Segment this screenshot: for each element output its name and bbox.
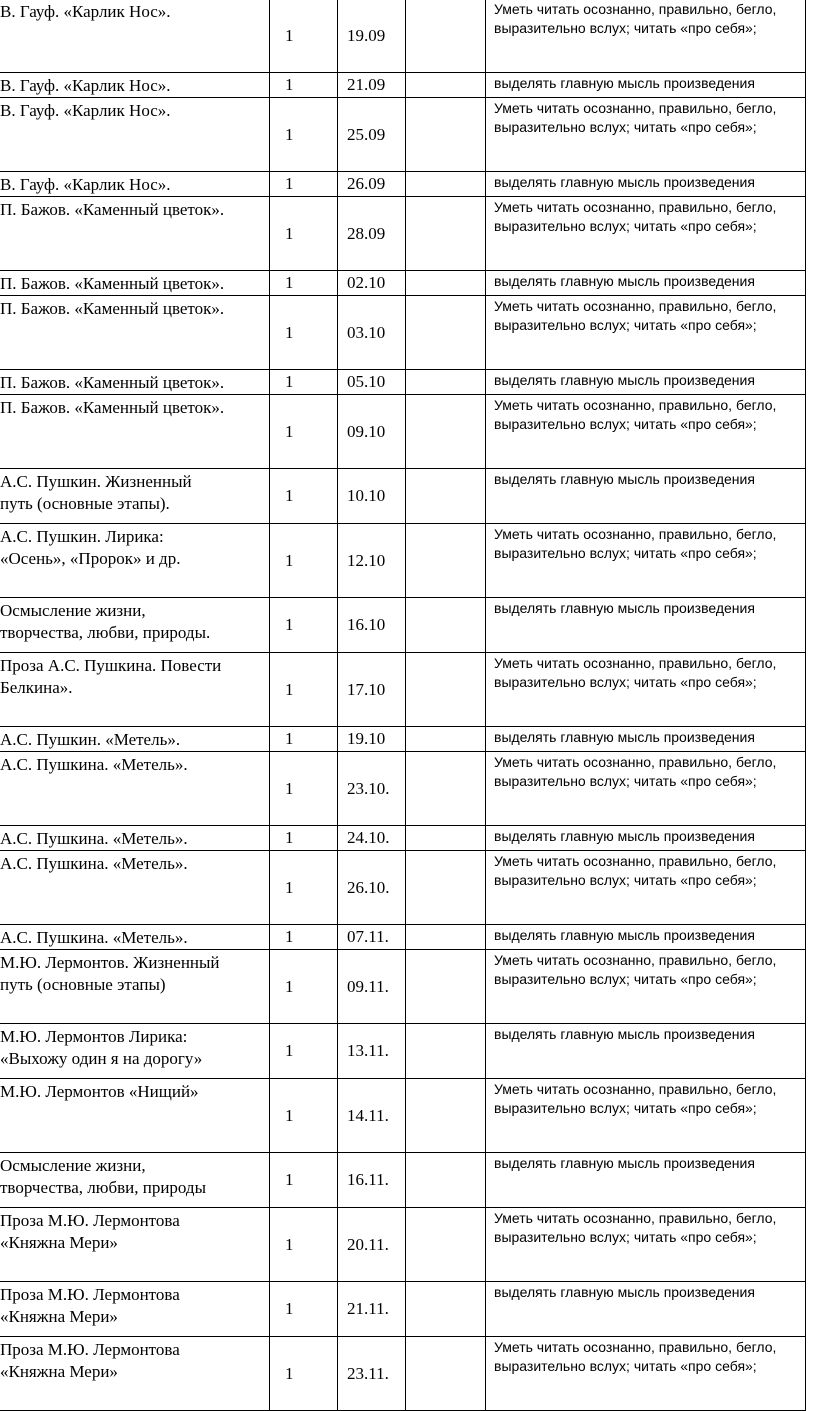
hours-cell: 1: [270, 1079, 338, 1153]
notes-cell: [406, 1282, 486, 1337]
notes-cell: [406, 469, 486, 524]
skill-cell: выделять главную мысль произведения: [486, 172, 806, 197]
table-row: [0, 851, 806, 925]
table-row: [0, 370, 806, 395]
table-row: [0, 524, 806, 598]
skill-cell: выделять главную мысль произведения: [486, 271, 806, 296]
date-cell: 10.10: [338, 469, 406, 524]
notes-cell: [406, 0, 486, 73]
date-cell: 23.10.: [338, 752, 406, 826]
notes-cell: [406, 296, 486, 370]
hours-cell: 1: [270, 172, 338, 197]
table-row: [0, 395, 806, 469]
notes-cell: [406, 1079, 486, 1153]
date-cell: 21.11.: [338, 1282, 406, 1337]
date-cell: 20.11.: [338, 1208, 406, 1282]
hours-cell: 1: [270, 752, 338, 826]
notes-cell: [406, 370, 486, 395]
topic-cell: А.С. Пушкина. «Метель».: [0, 925, 270, 950]
table-row: [0, 0, 806, 73]
topic-cell: М.Ю. Лермонтов «Нищий»: [0, 1079, 270, 1153]
notes-cell: [406, 653, 486, 727]
hours-cell: 1: [270, 1024, 338, 1079]
notes-cell: [406, 752, 486, 826]
topic-cell: А.С. Пушкина. «Метель».: [0, 752, 270, 826]
date-cell: 24.10.: [338, 826, 406, 851]
hours-cell: 1: [270, 1208, 338, 1282]
notes-cell: [406, 925, 486, 950]
hours-cell: 1: [270, 925, 338, 950]
skill-cell: Уметь читать осознанно, правильно, бегло, выразительно вслух; читать «про себя»;: [486, 752, 806, 826]
hours-cell: 1: [270, 1337, 338, 1411]
skill-cell: Уметь читать осознанно, правильно, бегло, выразительно вслух; читать «про себя»;: [486, 524, 806, 598]
notes-cell: [406, 98, 486, 172]
skill-cell: выделять главную мысль произведения: [486, 1024, 806, 1079]
notes-cell: [406, 271, 486, 296]
hours-cell: 1: [270, 296, 338, 370]
date-cell: 16.11.: [338, 1153, 406, 1208]
notes-cell: [406, 197, 486, 271]
topic-cell: М.Ю. Лермонтов. Жизненный путь (основные этапы): [0, 950, 270, 1024]
hours-cell: 1: [270, 851, 338, 925]
table-row: [0, 1282, 806, 1337]
date-cell: 21.09: [338, 73, 406, 98]
hours-cell: 1: [270, 98, 338, 172]
skill-cell: Уметь читать осознанно, правильно, бегло, выразительно вслух; читать «про себя»;: [486, 653, 806, 727]
date-cell: 12.10: [338, 524, 406, 598]
skill-cell: выделять главную мысль произведения: [486, 1153, 806, 1208]
skill-cell: выделять главную мысль произведения: [486, 925, 806, 950]
hours-cell: 1: [270, 395, 338, 469]
topic-cell: Осмысление жизни, творчества, любви, природы.: [0, 598, 270, 653]
topic-cell: А.С. Пушкин. Лирика: «Осень», «Пророк» и др.: [0, 524, 270, 598]
date-cell: 23.11.: [338, 1337, 406, 1411]
skill-cell: Уметь читать осознанно, правильно, бегло, выразительно вслух; читать «про себя»;: [486, 1079, 806, 1153]
notes-cell: [406, 950, 486, 1024]
skill-cell: Уметь читать осознанно, правильно, бегло, выразительно вслух; читать «про себя»;: [486, 296, 806, 370]
table-row: [0, 98, 806, 172]
table-row: [0, 197, 806, 271]
notes-cell: [406, 826, 486, 851]
topic-cell: А.С. Пушкин. Жизненный путь (основные этапы).: [0, 469, 270, 524]
date-cell: 09.11.: [338, 950, 406, 1024]
table-row: [0, 1337, 806, 1411]
table-row: [0, 1024, 806, 1079]
date-cell: 09.10: [338, 395, 406, 469]
table-row: [0, 1208, 806, 1282]
skill-cell: выделять главную мысль произведения: [486, 73, 806, 98]
date-cell: 03.10: [338, 296, 406, 370]
skill-cell: Уметь читать осознанно, правильно, бегло, выразительно вслух; читать «про себя»;: [486, 1337, 806, 1411]
hours-cell: 1: [270, 950, 338, 1024]
skill-cell: Уметь читать осознанно, правильно, бегло, выразительно вслух; читать «про себя»;: [486, 98, 806, 172]
topic-cell: П. Бажов. «Каменный цветок».: [0, 197, 270, 271]
table-row: [0, 469, 806, 524]
date-cell: 26.10.: [338, 851, 406, 925]
skill-cell: выделять главную мысль произведения: [486, 727, 806, 752]
notes-cell: [406, 73, 486, 98]
date-cell: 05.10: [338, 370, 406, 395]
date-cell: 07.11.: [338, 925, 406, 950]
hours-cell: 1: [270, 73, 338, 98]
topic-cell: В. Гауф. «Карлик Нос».: [0, 73, 270, 98]
table-row: [0, 172, 806, 197]
notes-cell: [406, 851, 486, 925]
table-row: [0, 598, 806, 653]
hours-cell: 1: [270, 826, 338, 851]
date-cell: 13.11.: [338, 1024, 406, 1079]
table-row: [0, 296, 806, 370]
hours-cell: 1: [270, 469, 338, 524]
table-row: [0, 826, 806, 851]
topic-cell: П. Бажов. «Каменный цветок».: [0, 296, 270, 370]
notes-cell: [406, 598, 486, 653]
date-cell: 02.10: [338, 271, 406, 296]
topic-cell: П. Бажов. «Каменный цветок».: [0, 395, 270, 469]
skill-cell: выделять главную мысль произведения: [486, 1282, 806, 1337]
hours-cell: 1: [270, 524, 338, 598]
topic-cell: А.С. Пушкина. «Метель».: [0, 826, 270, 851]
skill-cell: выделять главную мысль произведения: [486, 826, 806, 851]
notes-cell: [406, 1337, 486, 1411]
topic-cell: П. Бажов. «Каменный цветок».: [0, 370, 270, 395]
hours-cell: 1: [270, 370, 338, 395]
skill-cell: выделять главную мысль произведения: [486, 370, 806, 395]
hours-cell: 1: [270, 727, 338, 752]
skill-cell: Уметь читать осознанно, правильно, бегло, выразительно вслух; читать «про себя»;: [486, 851, 806, 925]
hours-cell: 1: [270, 0, 338, 73]
notes-cell: [406, 395, 486, 469]
table-row: [0, 727, 806, 752]
skill-cell: выделять главную мысль произведения: [486, 598, 806, 653]
hours-cell: 1: [270, 653, 338, 727]
topic-cell: В. Гауф. «Карлик Нос».: [0, 0, 270, 73]
table-row: [0, 752, 806, 826]
notes-cell: [406, 1208, 486, 1282]
table-row: [0, 950, 806, 1024]
table-row: [0, 271, 806, 296]
notes-cell: [406, 524, 486, 598]
skill-cell: Уметь читать осознанно, правильно, бегло, выразительно вслух; читать «про себя»;: [486, 1208, 806, 1282]
hours-cell: 1: [270, 1282, 338, 1337]
date-cell: 28.09: [338, 197, 406, 271]
topic-cell: Проза М.Ю. Лермонтова «Княжна Мери»: [0, 1208, 270, 1282]
topic-cell: Осмысление жизни, творчества, любви, природы: [0, 1153, 270, 1208]
date-cell: 19.10: [338, 727, 406, 752]
notes-cell: [406, 727, 486, 752]
topic-cell: Проза М.Ю. Лермонтова «Княжна Мери»: [0, 1337, 270, 1411]
date-cell: 19.09: [338, 0, 406, 73]
notes-cell: [406, 1024, 486, 1079]
date-cell: 26.09: [338, 172, 406, 197]
table-row: [0, 653, 806, 727]
notes-cell: [406, 1153, 486, 1208]
skill-cell: Уметь читать осознанно, правильно, бегло, выразительно вслух; читать «про себя»;: [486, 950, 806, 1024]
notes-cell: [406, 172, 486, 197]
topic-cell: Проза М.Ю. Лермонтова «Княжна Мери»: [0, 1282, 270, 1337]
topic-cell: Проза А.С. Пушкина. Повести Белкина».: [0, 653, 270, 727]
topic-cell: П. Бажов. «Каменный цветок».: [0, 271, 270, 296]
hours-cell: 1: [270, 1153, 338, 1208]
topic-cell: А.С. Пушкин. «Метель».: [0, 727, 270, 752]
date-cell: 16.10: [338, 598, 406, 653]
topic-cell: В. Гауф. «Карлик Нос».: [0, 172, 270, 197]
table-row: [0, 925, 806, 950]
date-cell: 14.11.: [338, 1079, 406, 1153]
table-row: [0, 73, 806, 98]
table-row: [0, 1079, 806, 1153]
date-cell: 17.10: [338, 653, 406, 727]
hours-cell: 1: [270, 598, 338, 653]
topic-cell: В. Гауф. «Карлик Нос».: [0, 98, 270, 172]
hours-cell: 1: [270, 197, 338, 271]
date-cell: 25.09: [338, 98, 406, 172]
hours-cell: 1: [270, 271, 338, 296]
topic-cell: А.С. Пушкина. «Метель».: [0, 851, 270, 925]
skill-cell: Уметь читать осознанно, правильно, бегло, выразительно вслух; читать «про себя»;: [486, 197, 806, 271]
skill-cell: выделять главную мысль произведения: [486, 469, 806, 524]
table-row: [0, 1153, 806, 1208]
topic-cell: М.Ю. Лермонтов Лирика: «Выхожу один я на дорогу»: [0, 1024, 270, 1079]
skill-cell: Уметь читать осознанно, правильно, бегло, выразительно вслух; читать «про себя»;: [486, 0, 806, 73]
skill-cell: Уметь читать осознанно, правильно, бегло, выразительно вслух; читать «про себя»;: [486, 395, 806, 469]
